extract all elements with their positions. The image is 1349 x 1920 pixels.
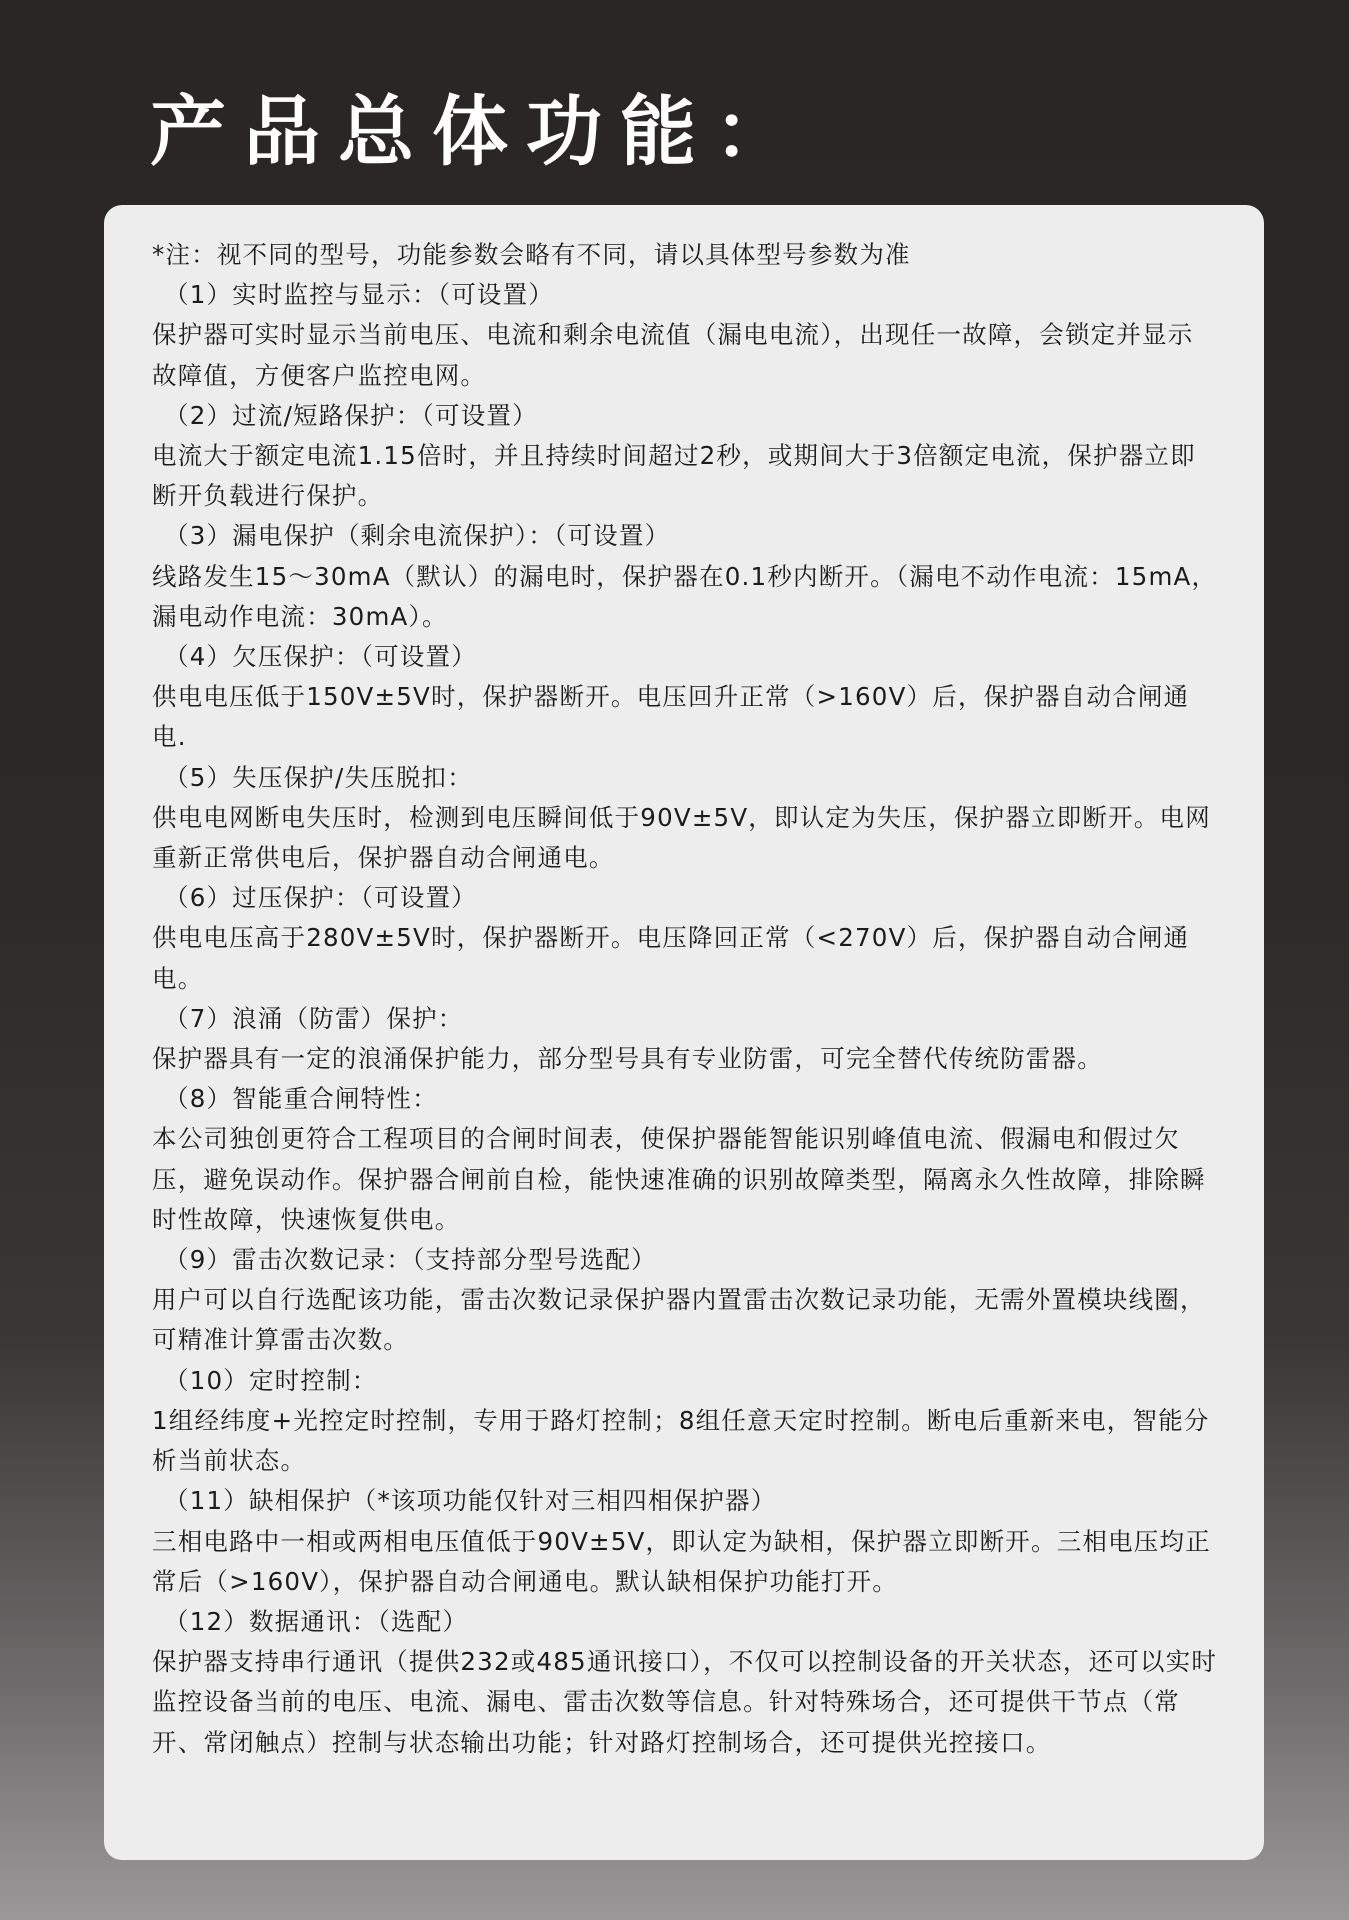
feature-description: 保护器支持串行通讯（提供232或485通讯接口），不仅可以控制设备的开关状态，还可以实时监控设备当前的电压、电流、漏电、雷击次数等信息。针对特殊场合，还可提供干节点（常开、常闭触点）控制与状态输出功能；针对路灯控制场合，还可提供光控接口。 (152, 1647, 1218, 1757)
feature-description: 供电电压低于150V±5V时，保护器断开。电压回升正常（>160V）后，保护器自动合闸通电. (152, 682, 1190, 752)
feature-heading: （6）过压保护：（可设置） (164, 883, 477, 913)
feature-heading: （7）浪涌（防雷）保护： (164, 1003, 464, 1033)
feature-description: 线路发生15～30mA（默认）的漏电时，保护器在0.1秒内断开。（漏电不动作电流：15mA，漏电动作电流：30mA）。 (152, 561, 1218, 631)
feature-description: 电流大于额定电流1.15倍时，并且持续时间超过2秒，或期间大于3倍额定电流，保护器立即断开负载进行保护。 (152, 441, 1196, 511)
feature-description: 供电电压高于280V±5V时，保护器断开。电压降回正常（<270V）后，保护器自动合闸通电。 (152, 923, 1190, 993)
feature-item (152, 1361, 1218, 1482)
feature-item (152, 275, 1218, 396)
feature-description: 三相电路中一相或两相电压值低于90V±5V，即认定为缺相，保护器立即断开。三相电压均正常后（>160V），保护器自动合闸通电。默认缺相保护功能打开。 (152, 1526, 1211, 1596)
feature-description: 用户可以自行选配该功能，雷击次数记录保护器内置雷击次数记录功能，无需外置模块线圈，可精准计算雷击次数。 (152, 1285, 1206, 1355)
feature-item (152, 396, 1218, 517)
feature-description: 1组经纬度+光控定时控制，专用于路灯控制；8组任意天定时控制。断电后重新来电，智能分析当前状态。 (152, 1405, 1210, 1476)
feature-heading: （5）失压保护/失压脱扣： (164, 762, 473, 792)
feature-item (152, 758, 1218, 879)
feature-heading: （12）数据通讯：（选配） (164, 1606, 469, 1636)
feature-heading: （8）智能重合闸特性： (164, 1084, 438, 1114)
feature-item (152, 999, 1218, 1079)
feature-card (104, 205, 1264, 1860)
feature-item (152, 878, 1218, 999)
feature-description: 供电电网断电失压时，检测到电压瞬间低于90V±5V，即认定为失压，保护器立即断开。电网重新正常供电后，保护器自动合闸通电。 (152, 802, 1211, 873)
feature-heading: （2）过流/短路保护：（可设置） (164, 400, 538, 430)
feature-item (152, 1079, 1218, 1240)
feature-item (152, 516, 1218, 637)
feature-item (152, 1602, 1218, 1763)
feature-heading: （3）漏电保护（剩余电流保护）：（可设置） (164, 521, 671, 551)
feature-heading: （11）缺相保护（*该项功能仅针对三相四相保护器） (164, 1486, 777, 1516)
feature-heading: （1）实时监控与显示：（可设置） (164, 280, 555, 310)
feature-heading: （9）雷击次数记录：（支持部分型号选配） (164, 1245, 657, 1275)
feature-heading: （10）定时控制： (164, 1365, 378, 1395)
feature-description: 保护器具有一定的浪涌保护能力，部分型号具有专业防雷，可完全替代传统防雷器。 (152, 1044, 1103, 1074)
feature-item (152, 1240, 1218, 1361)
page-title: 产品总体功能： (150, 87, 808, 176)
feature-item (152, 637, 1218, 758)
feature-heading: （4）欠压保护：（可设置） (164, 642, 477, 672)
feature-item (152, 1481, 1218, 1602)
feature-description: 本公司独创更符合工程项目的合闸时间表，使保护器能智能识别峰值电流、假漏电和假过欠压，避免误动作。保护器合闸前自检，能快速准确的识别故障类型，隔离永久性故障，排除瞬时性故障，快速恢复供电。 (152, 1124, 1206, 1234)
model-note: *注：视不同的型号，功能参数会略有不同，请以具体型号参数为准 (152, 240, 911, 269)
feature-description: 保护器可实时显示当前电压、电流和剩余电流值（漏电电流），出现任一故障，会锁定并显示故障值，方便客户监控电网。 (152, 320, 1194, 390)
